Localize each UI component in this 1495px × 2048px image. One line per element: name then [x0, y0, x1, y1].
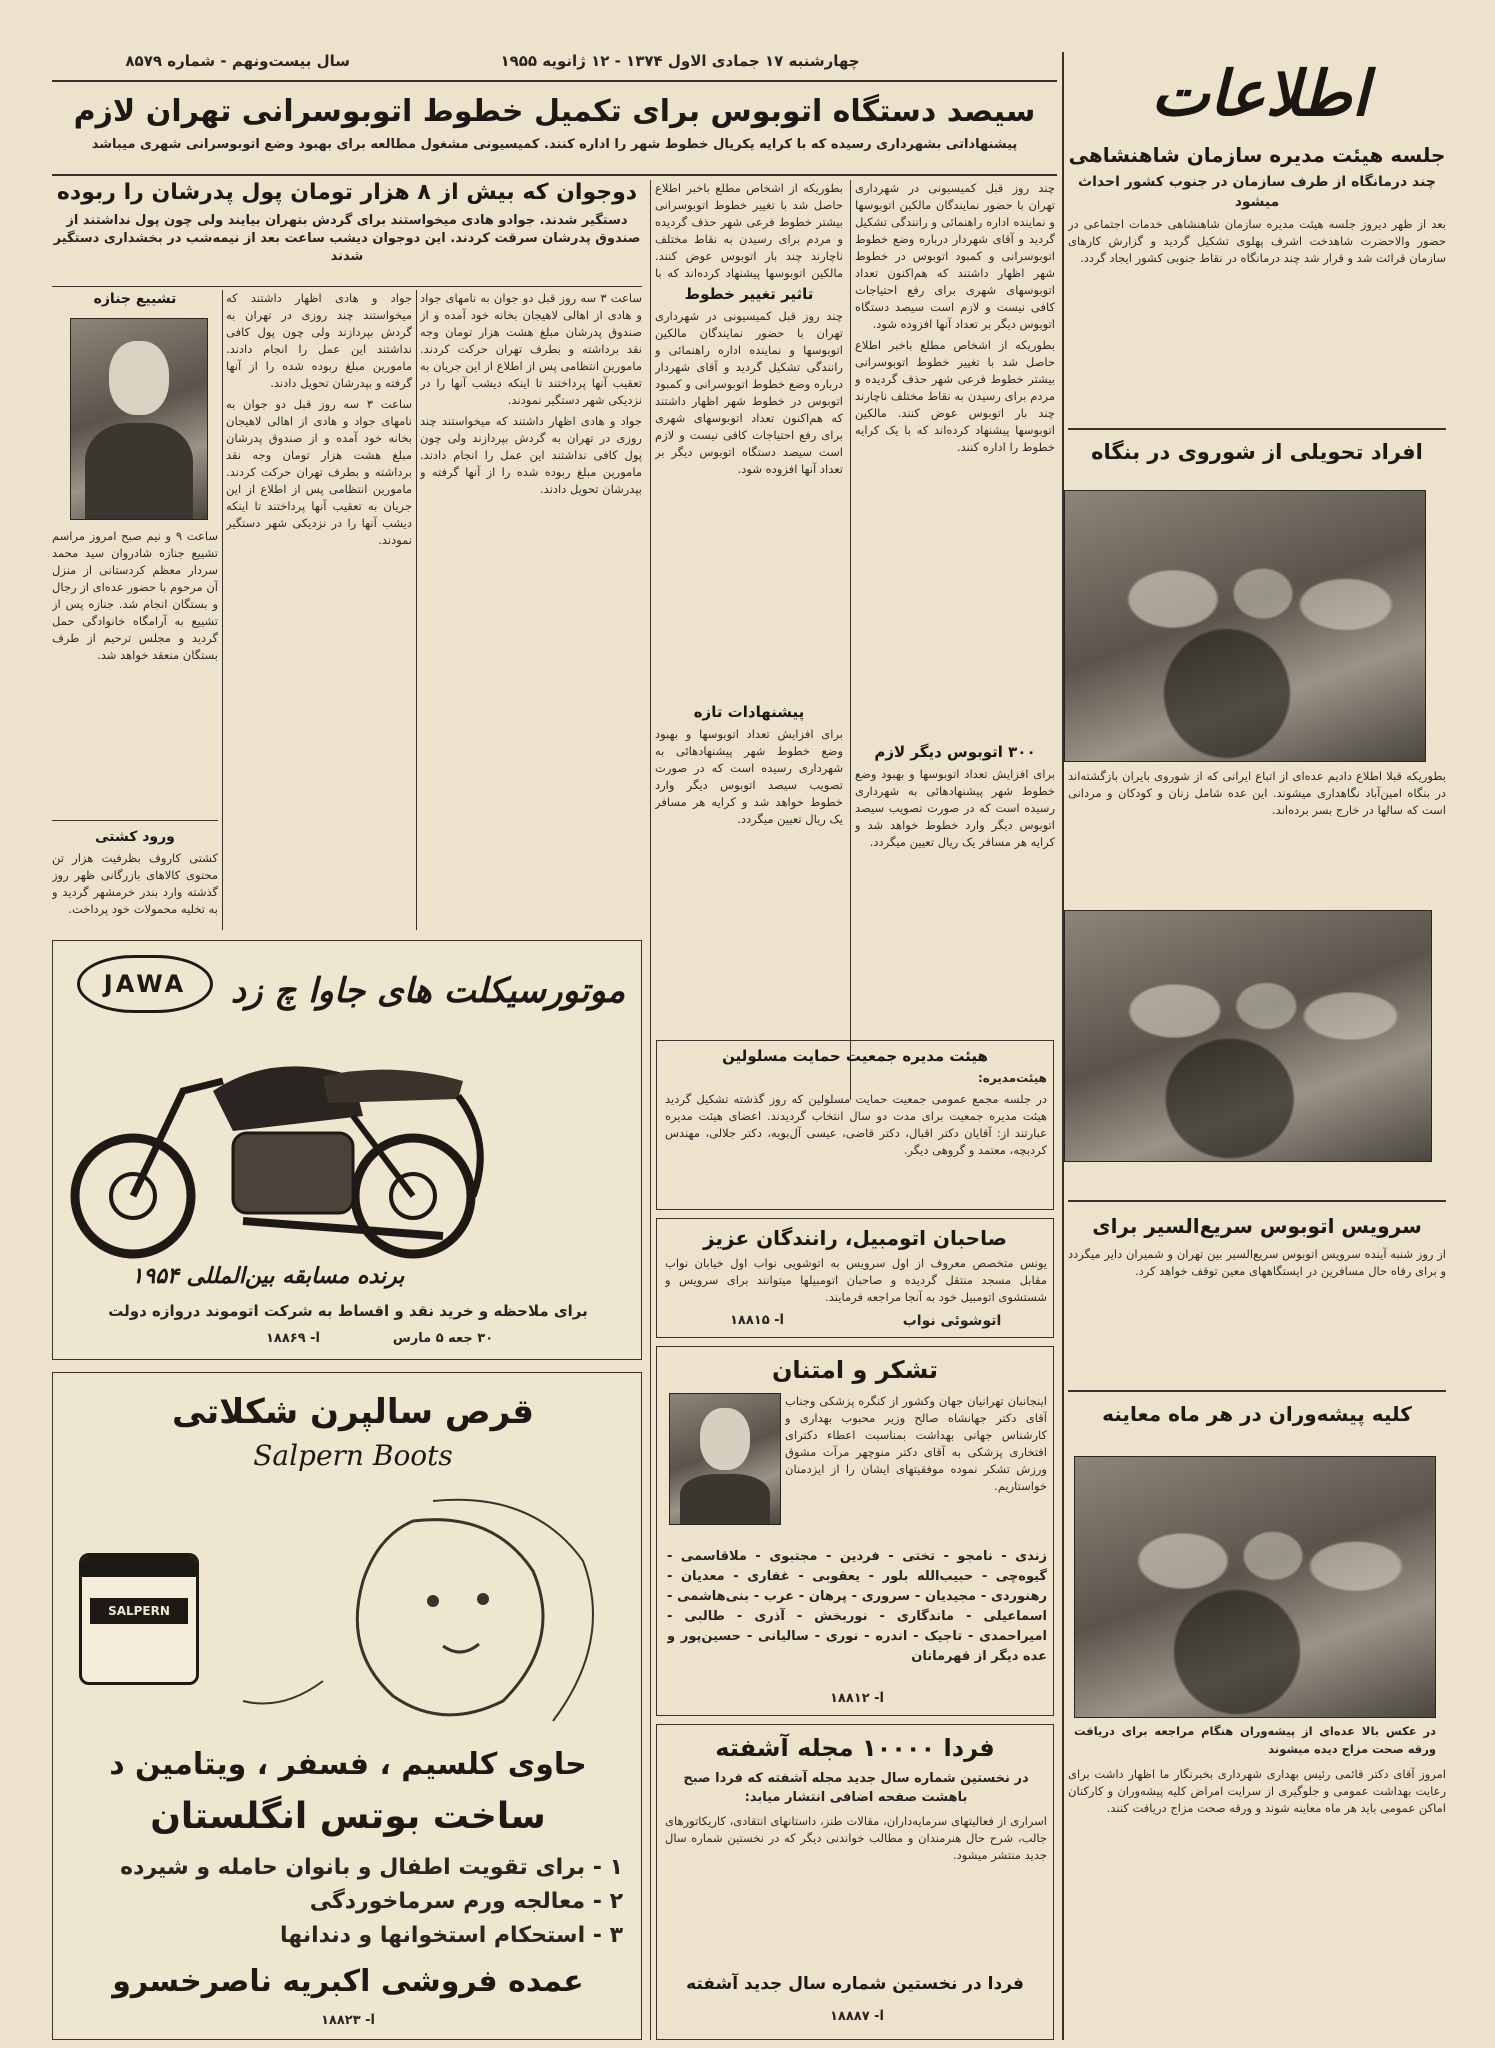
funeral-body: ساعت ۹ و نیم صبح امروز مراسم تشییع جنازه شادروان سید محمد سردار معظم کردستانی از منزل آن مرحوم با حضور عده‌ای از رجال و بستگان انجام شد. جنازه پس از تشییع به آرامگاه خانوادگی حمل گردید و مجلس ترحیم از طرف بستگان منعقد خواهد شد.: [52, 529, 218, 662]
masthead-rule: [52, 80, 1057, 82]
theft-column-2: [226, 290, 412, 930]
salpern-ad: [52, 1372, 642, 2040]
theft-body: ساعت ۳ سه روز قبل دو جوان به نامهای جواد و هادی از اهالی لاهیجان بخانه خود آمده و از صندوق پدرشان مبلغ هشت هزار تومان وجه نقد برداشته و بطرف تهران حرکت کردند. مامورین انتظامی پس از اطلاع از این جریان به تعقیب آنها پرداختند تا اینکه دیشب آنها را در نزدیکی شهر دستگیر نمودند.: [420, 291, 642, 407]
lead-body-3: برای افزایش تعداد اتوبوسها و بهبود وضع خطوط شهر پیشنهادهائی به شهرداری رسیده است که در صورت تصویب سیصد اتوبوس دیگر وارد خطوط خواهد شد و کرایه هر مسافر یک ریال تعیین میگردد.: [655, 727, 843, 826]
funeral-title: تشییع جنازه: [93, 291, 177, 307]
theft-body-2: جواد و هادی اظهار داشتند که میخواستند چند روزی در تهران به گردش بپردازند ولی چون پول کافی نداشتند این عمل را انجام دادند. مامورین مبلغ ربوده شده را از آنها گرفته و بپدرشان تحویل دادند.: [420, 414, 642, 496]
society-box: [656, 1040, 1054, 1210]
salpern-code: آ- ۱۸۸۲۳: [320, 2013, 376, 2028]
theft-rule: [52, 286, 642, 287]
refugees-title: افراد تحویلی از شوروی در بنگاه: [1091, 440, 1423, 464]
refugees-body-box: [1068, 768, 1446, 898]
lead-body: چند روز قبل کمیسیونی در شهرداری تهران با حضور نمایندگان مالکین اتوبوسها و نماینده اداره راهنمائی و رانندگی تشکیل گردید و آقای شهردار درباره وضع خطوط اتوبوسرانی و کمبود اتوبوس در خطوط شهر اظهار داشتند که هم‌اکنون تعداد اتوبوسهای شهری برای رفع احتیاجات کافی نیست و لازم است سیصد دستگاه اتوبوس دیگر بر تعداد آنها افزوده شود.: [855, 181, 1055, 331]
sidebar-rule: [1068, 1390, 1446, 1392]
logo-text: اطلاعات: [1151, 56, 1369, 130]
thanks-portrait: [669, 1393, 781, 1525]
jawa-code: آ- ۱۸۸۶۹: [265, 1331, 321, 1346]
ashofteh-body-box: [665, 1813, 1047, 1963]
ashofteh-box: [656, 1724, 1054, 2040]
society-label: هیئت‌مدیره:: [977, 1071, 1047, 1085]
artisans-title: کلیه پیشه‌وران در هر ماه معاینه: [1102, 1402, 1412, 1426]
divider: [416, 290, 417, 930]
ashofteh-code: آ- ۱۸۸۸۷: [829, 2009, 885, 2024]
arrival-title: ورود کشتی: [95, 829, 175, 845]
seat: [323, 1070, 463, 1103]
auto-ad: [656, 1218, 1054, 1338]
society-title: هیئت مدیره جمعیت حمایت مسلولین: [722, 1047, 988, 1065]
bus-body-box: [1068, 1246, 1446, 1386]
auto-body-box: [665, 1255, 1047, 1311]
meeting-body: بعد از ظهر دیروز جلسه هیئت مدیره سازمان شاهنشاهی خدمات اجتماعی در حضور والاحضرت شاهدخت اشرف پهلوی تشکیل گردید و گزارش کارهای سازمان قرائت شد و قرار شد چند درمانگاه در نقاط جنوبی کشور ایجاد گردد.: [1068, 217, 1446, 265]
funeral-rule: [52, 820, 218, 821]
lead-body-2b: چند روز قبل کمیسیونی در شهرداری تهران با حضور نمایندگان مالکین اتوبوسها و نماینده اداره راهنمائی و رانندگی تشکیل گردید و آقای شهردار درباره وضع خطوط اتوبوسرانی و کمبود اتوبوس در خطوط شهر اظهار داشتند که هم‌اکنون تعداد اتوبوسهای شهری برای رفع احتیاجات کافی نیست و لازم است سیصد دستگاه اتوبوس دیگر بر تعداد آنها افزوده شود.: [655, 309, 843, 476]
lead-body-repeat: بطوریکه از اشخاص مطلع باخبر اطلاع حاصل شد با تغییر خطوط اتوبوسرانی بیشتر خطوط فرعی شهر حذف گردیده و مردم برای رسیدن به نقاط مختلف ناچارند چند بار اتوبوس عوض کنند. مالکین اتوبوسها پیشنهاد کرده‌اند که با یک کرایه خطوط را اداره کنند.: [855, 338, 1055, 454]
jawa-ad: [52, 940, 642, 1360]
auto-body: یونس متخصص معروف از اول سرویس به اتوشویی نواب اول خیابان نواب مقابل مسجد منتقل گردیده و صاحبان اتومبیلها میتوانند برای سرویس و شستشوی اتومبیل خود به آنجا مراجعه فرمایند.: [665, 1256, 1047, 1304]
salpern-line2: ساخت بوتس انگلستان: [150, 1796, 546, 1837]
theft-subhead: دستگیر شدند. جوادو هادی میخواستند برای گردش بتهران بیایند ولی چون پول نداشتند از صندوق پدرشان سرقت کردند. این دوجوان دیشب ساعت بعد از نیمه‌شب در بخشداری دستگیر شدند: [53, 213, 641, 264]
divider: [650, 180, 651, 2040]
divider: [850, 180, 851, 1100]
lead-subtitle-1: تاثیر تغییر خطوط: [684, 285, 814, 303]
jawa-brand: JAWA: [103, 970, 187, 998]
bus-body: از روز شنبه آینده سرویس اتوبوس سریع‌السیر بین تهران و شمیران دایر میگردد و برای رفاه حال مسافرین در ایستگاههای معین توقف خواهد کرد.: [1068, 1247, 1446, 1278]
divider: [222, 290, 223, 930]
lead-subtitle-3: ۳۰۰ اتوبوس دیگر لازم: [874, 743, 1036, 761]
refugees-photo: [1064, 490, 1426, 762]
motorcycle-illustration: [63, 1021, 503, 1261]
salpern-distributor: عمده فروشی اکبریه ناصرخسرو: [112, 1964, 584, 1999]
ashofteh-title: فردا ۱۰۰۰۰ مجله آشفته: [715, 1734, 995, 1762]
salpern-item3: ۳ - استحکام استخوانها و دندانها: [280, 1923, 623, 1948]
salpern-title-fa: قرص سالپرن شکلاتی: [171, 1392, 535, 1432]
meeting-subtitle: چند درمانگاه از طرف سازمان در جنوب کشور احداث میشود: [1078, 174, 1436, 210]
arrival-body: کشتی کاروف بظرفیت هزار تن محتوی کالاهای بازرگانی ظهر روز گذشته وارد بندر خرمشهر گردید و به تخلیه محمولات خود پرداخت.: [52, 851, 218, 916]
lead-subtitle-2: پیشنهادات تازه: [693, 703, 805, 721]
lead-subhead: پیشنهاداتی بشهرداری رسیده که با کرایه یکریال خطوط شهر را اداره کنند. کمیسیونی مشغول مطالعه برای بهبود وضع اتوبوسرانی شهری میباشد: [91, 137, 1018, 152]
jawa-award: برنده مسابقه بین‌المللی ۱۹۵۴: [131, 1264, 405, 1289]
thanks-body-box: [785, 1393, 1047, 1543]
jawa-caption: برای ملاحظه و خرید نقد و اقساط به شرکت اتوموند دروازه دولت: [108, 1302, 588, 1320]
masthead-date: چهارشنبه ۱۷ جمادی الاول ۱۳۷۴ - ۱۲ ژانویه ۱۹۵۵: [500, 52, 860, 70]
jawa-headline: موتورسیکلت های جاوا چ زد: [230, 971, 626, 1011]
salpern-title-en: Salpern Boots: [253, 1439, 453, 1472]
society-body-box: [665, 1091, 1047, 1207]
ashofteh-body: اسراری از فعالیتهای سرمایه‌داران، مقالات طنز، داستانهای انتقادی، کاریکاتورهای جالب، شرح حال هنرمندان و مطالب خواندنی دیگر که در نخستین شماره سال جدید منتشر میشود.: [665, 1814, 1047, 1862]
lead-headline: سیصد دستگاه اتوبوس برای تکمیل خطوط اتوبوسرانی تهران لازم: [73, 94, 1036, 129]
thanks-body: اینجانبان تهرانیان جهان وکشور از کنگره پزشکی وجناب آقای دکتر جهانشاه صالح وزیر محبوب بهداری و کارشناس جهانی بهداشت بمناسبت اعطاء دکترای افتخاری پزشکی به آقای دکتر منوچهر مرآت مشوق ورزش تشکر نموده موفقیتهای ایشان را از ایزدمنان خواستاریم.: [785, 1394, 1047, 1493]
arrival-body-box: [52, 850, 218, 934]
engine: [233, 1133, 353, 1213]
salpern-jar: [79, 1553, 199, 1685]
theft-headline: دوجوان که بیش از ۸ هزار تومان پول پدرشان را ربوده: [56, 180, 638, 205]
lead-body-2a: بطوریکه از اشخاص مطلع باخبر اطلاع حاصل شد با تغییر خطوط اتوبوسرانی بیشتر خطوط فرعی شهر حذف گردیده و مردم برای رسیدن به نقاط مختلف ناچارند چند بار اتوبوس عوض کنند. مالکین اتوبوسها پیشنهاد کرده‌اند که با: [655, 181, 843, 280]
salpern-item2: ۲ - معالجه ورم سرماخوردگی: [309, 1889, 623, 1914]
society-body: در جلسه مجمع عمومی جمعیت حمایت مسلولین که روز گذشته تشکیل گردید هیئت مدیره جمعیت برای مدت دو سال انتخاب گردیدند. اعضای هیئت مدیره عبارتند از: آقایان دکتر اقبال، دکتر قاضی، عیسی آل‌بویه، دکتر جلالی، مهندس کردبچه، معتمد و گروهی دیگر.: [665, 1092, 1047, 1157]
refugees-body: بطوریکه قبلا اطلاع دادیم عده‌ای از اتباع ایرانی که از شوروی بایران بازگشته‌اند در بنگاه امین‌آباد نگاهداری میشوند. این عده شامل زنان و کودکان و مردانی است که سالها در خارج بسر برده‌اند.: [1068, 769, 1446, 817]
sidebar-rule: [1068, 428, 1446, 430]
exhaust: [243, 1221, 443, 1236]
masthead-issue: سال بیست‌ونهم - شماره ۸۵۷۹: [125, 52, 350, 70]
auto-headline: صاحبان اتومبیل، رانندگان عزیز: [703, 1226, 1007, 1250]
theft-body-2-cont: جواد و هادی اظهار داشتند که میخواستند چند روزی در تهران به گردش بپردازند ولی چون پول کافی نداشتند این عمل را انجام دادند. مامورین مبلغ ربوده شده را از آنها گرفته و بپدرشان تحویل دادند.: [226, 291, 412, 390]
lead-column-2c: [655, 726, 843, 1046]
jawa-phone: ۳۰ جعه ۵ مارس: [392, 1331, 494, 1346]
jawa-logo: [77, 955, 213, 1013]
salpern-item1: ۱ - برای تقویت اطفال و بانوان حامله و شیرده: [120, 1855, 623, 1880]
ashofteh-footer: فردا در نخستین شماره سال جدید آشفته: [686, 1974, 1024, 1994]
meeting-body-box: [1068, 216, 1446, 426]
meeting-title: جلسه هیئت مدیره سازمان شاهنشاهی: [1068, 143, 1446, 167]
thanks-title: تشکر و امتنان: [771, 1356, 939, 1384]
auto-code: آ- ۱۸۸۱۵: [729, 1313, 785, 1328]
thanks-code: آ- ۱۸۸۱۲: [829, 1691, 885, 1706]
theft-body-cont: ساعت ۳ سه روز قبل دو جوان به نامهای جواد و هادی از اهالی لاهیجان بخانه خود آمده و از صندوق پدرشان مبلغ هشت هزار تومان وجه نقد برداشته و بطرف تهران حرکت کردند. مامورین انتظامی پس از اطلاع از این جریان به تعقیب آنها پرداختند تا اینکه دیشب آنها را در نزدیکی شهر دستگیر نمودند.: [226, 397, 412, 547]
thanks-names: زندی - نامجو - تختی - فردین - مجتبوی - ملاقاسمی - گیوه‌چی - حبیب‌الله بلور - یعقوبی - غفاری - معدیان - رهنوردی - مجیدیان - سروری - پرهان - عرب - بنی‌هاشمی - اسماعیلی - ماندگاری - نوربخش - آذری - طالبی - امیراحمدی - تاجیک - اندره - نوری - سالیانی - حسین‌پور و عده دیگر از قهرمانان: [667, 1549, 1047, 1664]
logo: [1135, 52, 1385, 134]
lead-body-3b: برای افزایش تعداد اتوبوسها و بهبود وضع خطوط شهر پیشنهادهائی به شهرداری رسیده است که در صورت تصویب سیصد اتوبوس دیگر وارد خطوط خواهد شد و کرایه هر مسافر یک ریال تعیین میگردد.: [855, 767, 1055, 849]
sidebar-rule: [1068, 1200, 1446, 1202]
thanks-box: [656, 1346, 1054, 1716]
lead-column-2: [655, 180, 843, 280]
bus-title: سرویس اتوبوس سریع‌السیر برای: [1092, 1214, 1422, 1238]
salpern-line1: حاوی کلسیم ، فسفر ، ویتامین د: [109, 1747, 587, 1782]
jar-label: SALPERN: [90, 1598, 188, 1624]
theft-column-1: [420, 290, 642, 930]
funeral-body-box: [52, 528, 218, 818]
portrait-photo: [70, 318, 208, 520]
artisans-body-box: [1068, 1766, 1446, 2036]
artisans-photo: [1074, 1456, 1436, 1718]
lead-column-2b: [655, 308, 843, 698]
artisans-body: امروز آقای دکتر قائمی رئیس بهداری شهرداری بخبرنگار ما اظهار داشت برای رعایت بهداشت عمومی و جلوگیری از سرایت امراض کلیه پیشه‌وران و کارکنان اماکن عمومی باید هر ماه معاینه شوند و ورقه صحت مزاج دریافت کنند.: [1068, 1767, 1446, 1815]
refugees-photo-2: [1064, 910, 1432, 1162]
ashofteh-subtitle: در نخستین شماره سال جدید مجله آشفته که فردا صبح باهشت صفحه اضافی انتشار میابد:: [683, 1771, 1029, 1805]
auto-name: اتوشوئی نواب: [902, 1313, 1002, 1329]
baby-illustration: [203, 1481, 623, 1731]
artisans-caption: در عکس بالا عده‌ای از پیشه‌وران هنگام مراجعه برای دریافت ورقه صحت مزاج دیده میشوند: [1074, 1724, 1436, 1756]
lead-column-1b: [855, 766, 1055, 1046]
